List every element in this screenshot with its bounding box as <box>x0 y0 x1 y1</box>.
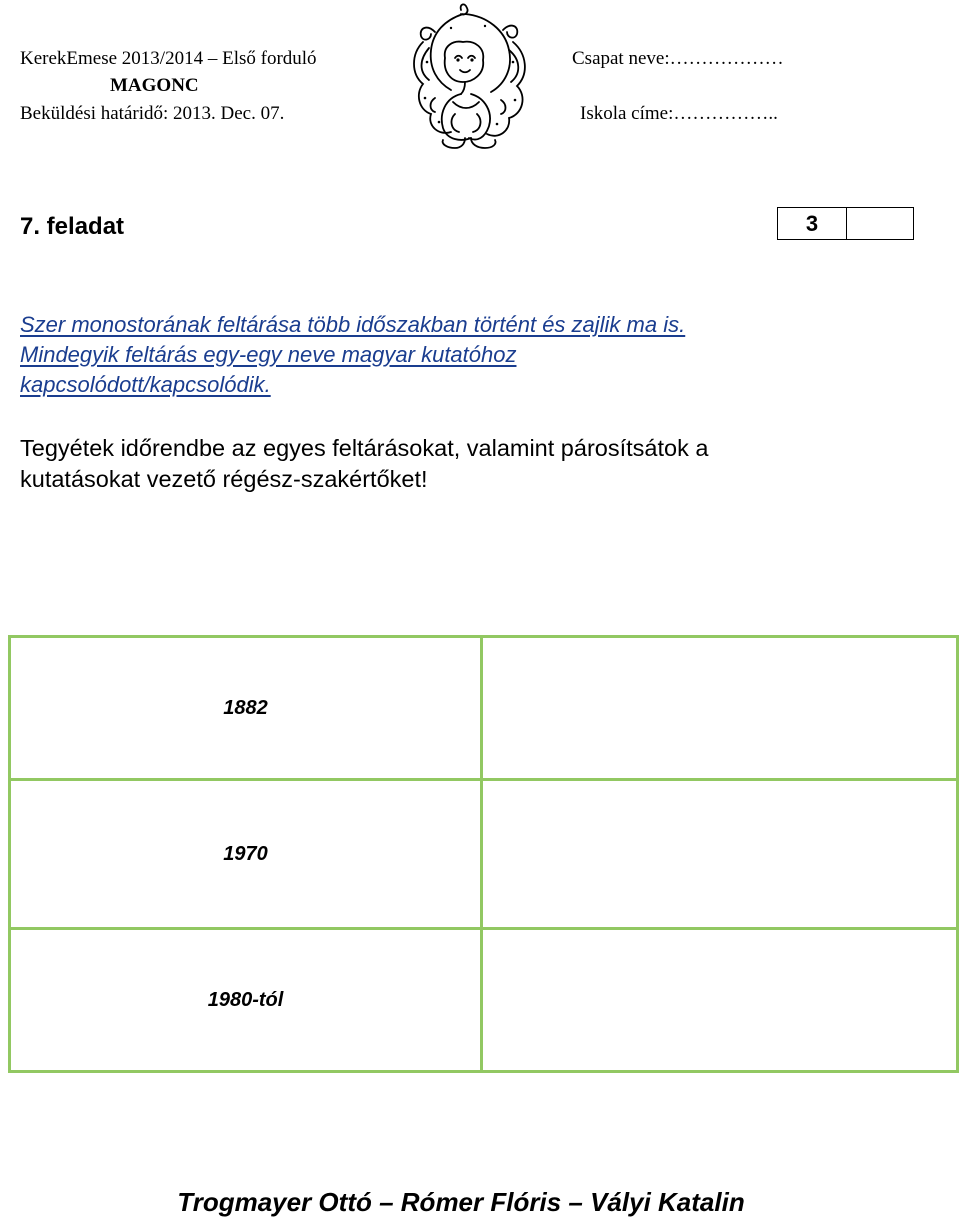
cartoon-girl-logo-icon <box>405 2 535 150</box>
intro-line: Mindegyik feltárás egy-egy neve magyar kutatóhoz <box>20 342 517 367</box>
earned-score-field[interactable] <box>846 208 913 239</box>
name-separator: – <box>371 1187 401 1217</box>
task-instruction <box>20 433 940 495</box>
table-row <box>10 637 958 780</box>
intro-line: Szer monostorának feltárása több időszakban történt és zajlik ma is. <box>20 312 686 337</box>
table-row <box>10 929 958 1072</box>
max-score: 3 <box>805 210 819 236</box>
answer-cell[interactable] <box>482 929 958 1072</box>
submission-deadline: Beküldési határidő: 2013. Dec. 07. <box>20 103 285 124</box>
archaeologist-name: Trogmayer Ottó <box>177 1187 372 1217</box>
archaeologist-name: Rómer Flóris <box>400 1187 562 1217</box>
intro-line: kapcsolódott/kapcsolódik. <box>20 372 271 397</box>
score-box <box>777 207 914 240</box>
archaeologist-name: Vályi Katalin <box>590 1187 745 1217</box>
name-separator: – <box>561 1187 591 1217</box>
archaeologist-names <box>0 1187 922 1218</box>
answer-table <box>8 635 959 1073</box>
instruction-line: kutatásokat vezető régész-szakértőket! <box>20 466 428 492</box>
contest-title: KerekEmese 2013/2014 – Első forduló <box>20 48 317 69</box>
school-address-field: Iskola címe:…………….. <box>580 103 778 124</box>
task-intro <box>20 310 920 400</box>
year-cell: 1882 <box>10 637 482 780</box>
instruction-line: Tegyétek időrendbe az egyes feltárásokat, valamint párosítsátok a <box>20 435 709 461</box>
answer-cell[interactable] <box>482 637 958 780</box>
team-name-field: Csapat neve:……………… <box>572 48 784 69</box>
table-row <box>10 780 958 929</box>
answer-cell[interactable] <box>482 780 958 929</box>
year-cell: 1970 <box>10 780 482 929</box>
year-cell: 1980-tól <box>10 929 482 1072</box>
task-title: 7. feladat <box>20 213 125 240</box>
team-name: MAGONC <box>110 75 199 96</box>
